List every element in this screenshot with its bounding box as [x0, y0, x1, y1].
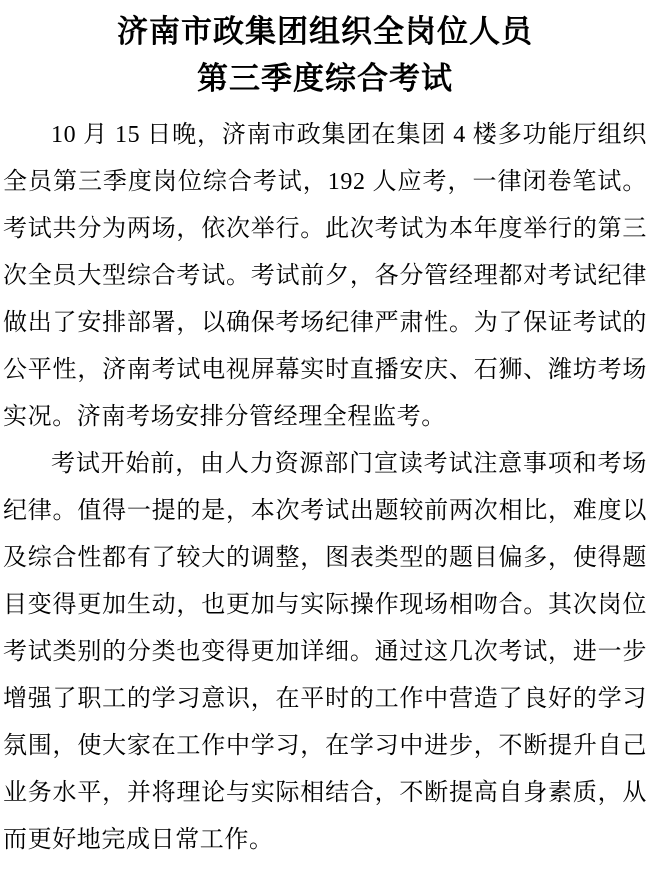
- paragraph-2: 考试开始前，由人力资源部门宣读考试注意事项和考场纪律。值得一提的是，本次考试出题较前两次相比，难度以及综合性都有了较大的调整，图表类型的题目偏多，使得题目变得更加生动，也更加与实际操作现场相吻合。其次岗位考试类别的分类也变得更加详细。通过这几次考试，进一步增强了职工的学习意识，在平时的工作中营造了良好的学习氛围，使大家在工作中学习，在学习中进步，不断提升自己业务水平，并将理论与实际相结合，不断提高自身素质，从而更好地完成日常工作。: [3, 451, 647, 853]
- document-title: [3, 8, 647, 102]
- paragraph-1: 10 月 15 日晚，济南市政集团在集团 4 楼多功能厅组织全员第三季度岗位综合考试，192 人应考，一律闭卷笔试。考试共分为两场，依次举行。此次考试为本年度举行的第三次全员大型综合考试。考试前夕，各分管经理都对考试纪律做出了安排部署，以确保考场纪律严肃性。为了保证考试的公平性，济南考试电视屏幕实时直播安庆、石狮、潍坊考场实况。济南考场安排分管经理全程监考。: [3, 122, 647, 430]
- document-body: [3, 112, 647, 864]
- document-title-line-1: 济南市政集团组织全岗位人员: [117, 14, 533, 49]
- document-title-line-2: 第三季度综合考试: [197, 61, 453, 96]
